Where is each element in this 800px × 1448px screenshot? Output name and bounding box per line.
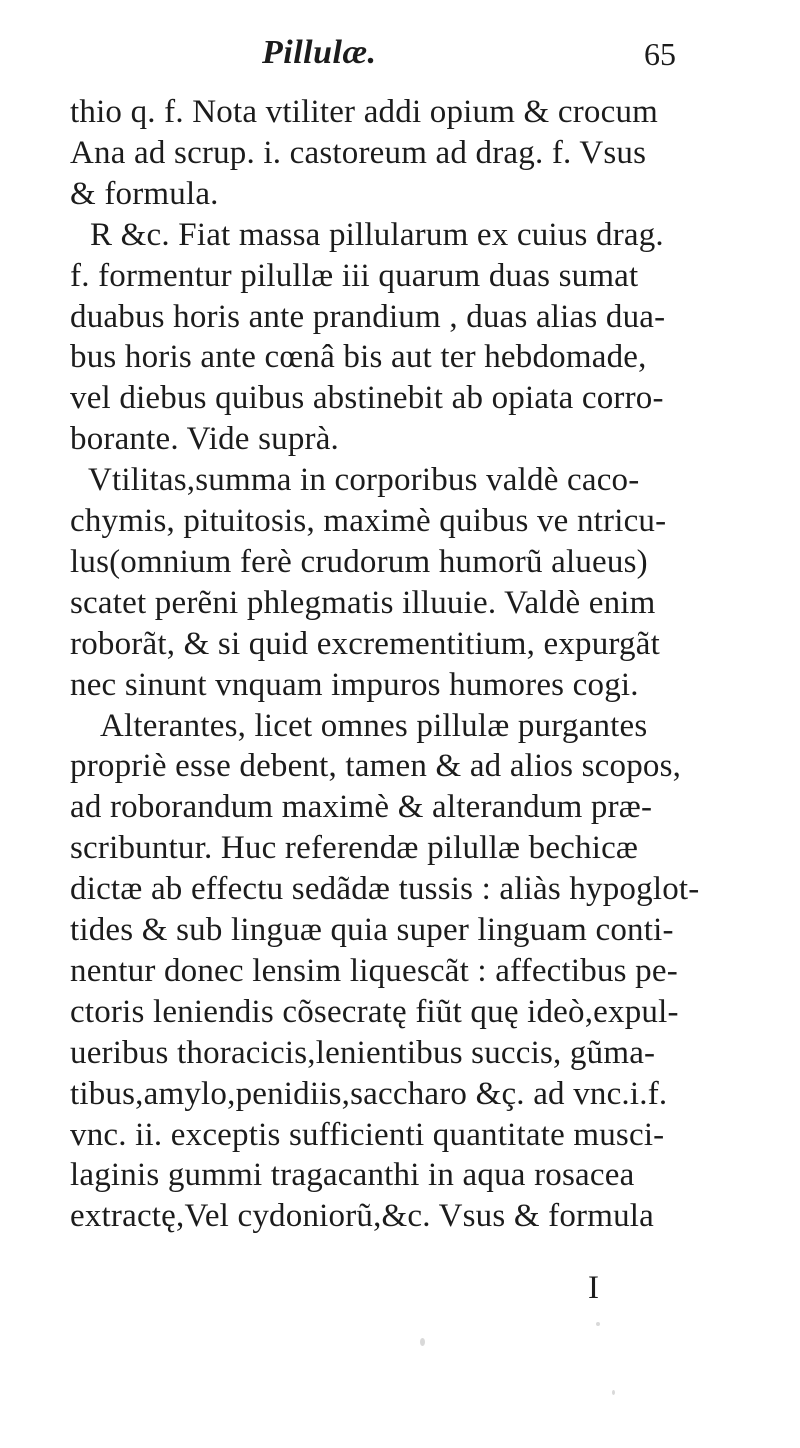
text-line: ueribus thoracicis,lenientibus succis, gũma- bbox=[70, 1035, 656, 1071]
text-line: dictæ ab effectu sedãdæ tussis : aliàs hypoglot- bbox=[70, 871, 700, 907]
text-line: & formula. bbox=[70, 176, 219, 212]
catchword: I bbox=[588, 1270, 599, 1306]
text-line: vnc. ii. exceptis sufficienti quantitate musci- bbox=[70, 1117, 665, 1153]
text-line: Alterantes, licet omnes pillulæ purgantes bbox=[100, 708, 648, 744]
text-line: R &c. Fiat massa pillularum ex cuius drag. bbox=[90, 217, 664, 253]
text-line: nentur donec lensim liquescãt : affectibus pe- bbox=[70, 953, 678, 989]
text-line: borante. Vide suprà. bbox=[70, 421, 339, 457]
text-line: chymis, pituitosis, maximè quibus ve ntricu- bbox=[70, 503, 667, 539]
paper-fleck bbox=[612, 1390, 615, 1395]
running-head-title: Pillulæ. bbox=[262, 34, 377, 71]
text-line: lus(omnium ferè crudorum humorũ alueus) bbox=[70, 544, 648, 580]
text-line: Ana ad scrup. i. castoreum ad drag. f. Vsus bbox=[70, 135, 647, 171]
text-line: tibus,amylo,penidiis,saccharo &ç. ad vnc.i.f. bbox=[70, 1076, 668, 1112]
page-number: 65 bbox=[644, 36, 676, 72]
running-head bbox=[0, 30, 800, 80]
text-line: f. formentur pilullæ iii quarum duas sumat bbox=[70, 258, 639, 294]
text-line: propriè esse debent, tamen & ad alios scopos, bbox=[70, 748, 682, 784]
text-line: tides & sub linguæ quia super linguam conti- bbox=[70, 912, 674, 948]
text-line: ctoris leniendis cõsecratę fiũt quę ideò,expul- bbox=[70, 994, 679, 1030]
text-line: Vtilitas,summa in corporibus valdè caco- bbox=[88, 462, 640, 498]
text-line: scatet perẽni phlegmatis illuuie. Valdè enim bbox=[70, 585, 656, 621]
text-line: vel diebus quibus abstinebit ab opiata corro- bbox=[70, 380, 664, 416]
text-line: bus horis ante cœnâ bis aut ter hebdomade, bbox=[70, 339, 647, 375]
text-line: duabus horis ante prandium , duas alias dua- bbox=[70, 299, 666, 335]
text-line: roborãt, & si quid excrementitium, expurgãt bbox=[70, 626, 660, 662]
text-line: extractę,Vel cydoniorũ,&c. Vsus & formula bbox=[70, 1198, 655, 1234]
text-line: thio q. f. Nota vtiliter addi opium & crocum bbox=[70, 94, 659, 130]
text-line: ad roborandum maximè & alterandum præ- bbox=[70, 789, 653, 825]
paper-fleck bbox=[596, 1322, 600, 1326]
text-line: nec sinunt vnquam impuros humores cogi. bbox=[70, 667, 639, 703]
paper-fleck bbox=[420, 1338, 425, 1346]
text-line: laginis gummi tragacanthi in aqua rosacea bbox=[70, 1157, 635, 1193]
text-line: scribuntur. Huc referendæ pilullæ bechicæ bbox=[70, 830, 639, 866]
